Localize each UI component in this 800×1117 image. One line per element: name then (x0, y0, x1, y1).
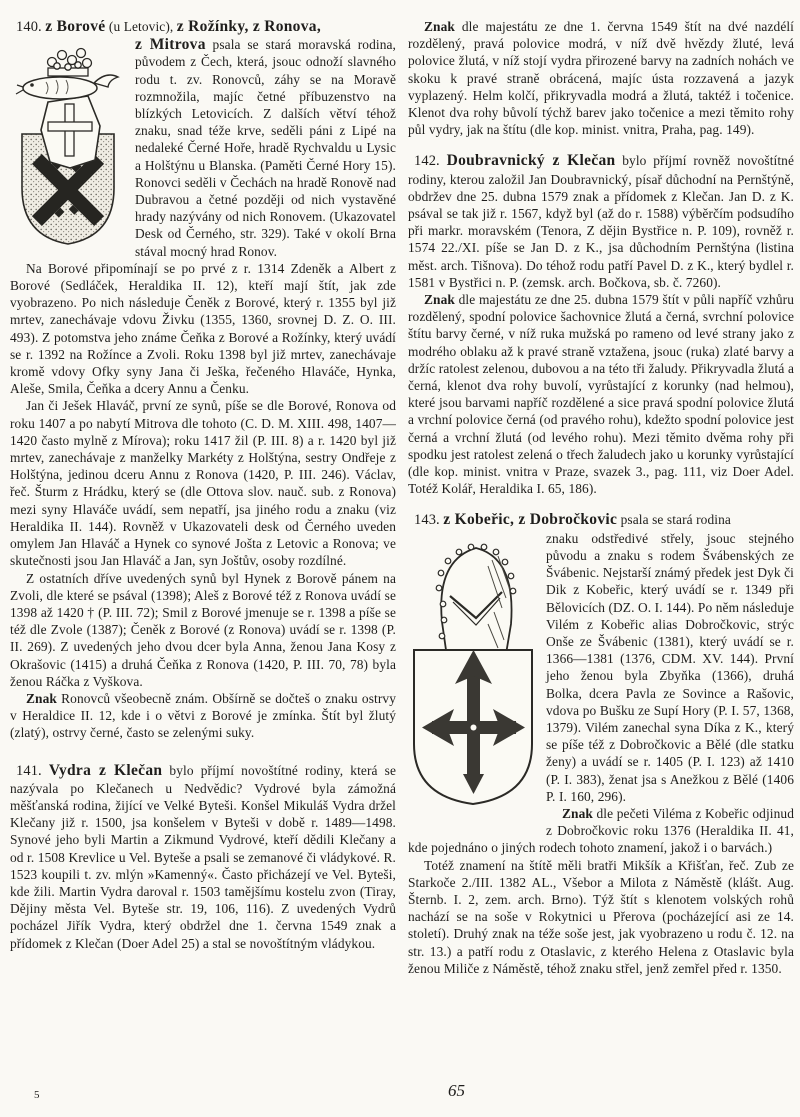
entry-143-heading: 143. z Kobeřic, z Dobročkovic psala se stará rodina (414, 511, 731, 529)
entry-number: 142. (414, 153, 440, 170)
page-footer (0, 1079, 800, 1101)
entry-140-body (10, 36, 396, 741)
paragraph: Z ostatních dříve uvedených synů byl Hynek z Borově pánem na Zvoli, dle které se psával (1398); Aleš z Borové též z Ronova uvádí se 1398 až 1420 † (P. III. 72); Smil z Borové jmenuje se r. 1398 a píše se též dle Zvole (1387); Čeněk z Borové (z Ronova) uvádí se r. 1398 (P. II. 269). Z uvedených jeho dvou dcer byla Anna, ženou Jana Kosy z Okrašovic (1415) a druhá Čeňka z Ronova (1420, P. III. 70, 78) byla ženou Ráčka z Vyškova. (10, 570, 396, 689)
right-column (408, 18, 794, 977)
blazon-paragraph: Znak Ronovců všeobecně znám. Obšírně se dočteš o znaku ostrvy v Heraldice II. 12, kde i o větvi z Borové je zmínka. Štít byl žlutý (zlatý), ostrvy černé, často se zelenými suky. (10, 690, 396, 741)
paragraph: Na Borové připomínají se po prvé z r. 1314 Zdeněk a Albert z Borové (Sedláček, Heraldika II. 12), kteří mají štít, jak zde vyobrazeno. Po nich následuje Čeněk z Borové, který r. 1355 byl již mrtev, zanechávaje vdovu Živku (1355, 1360, srovnej D. Z. O. III. 493). Z potomstva jeho známe Čeňka z Borové a Rožínky, který uvádí se r. 1392 na Rožínce a Zvoli. Roku 1398 byl již mrtev, zanechávaje kromě vdovy Ofky syny Jana či Ješka, řečeného Hlaváče, Hynka, Aleše, Smila, Čeňka a dcery Annu a Čenku. (10, 260, 396, 397)
blazon-paragraph: Znak dle pečeti Viléma z Kobeřic odjinud z Dobročkovic roku 1376 (Heraldika II. 41, kde pojednáno o jiných rodech tohoto znamení, jakož i o barvách.) (408, 805, 795, 856)
paragraph: Jan či Ješek Hlaváč, první ze synů, píše se dle Borové, Ronova od roku 1407 a po nabytí Mitrova dle tohoto (C. D. M. XIII. 498, 1407—1420 často mylně z Mírova); roku 1417 žil (P. III. 8) a r. 1420 byl již mrtev, zanechávaje z manželky Markéty z Holštýna, sestry Ondřeje z Holštýna, jedinou dceru Annu z Ronova (1420, P. III. 246). Václav, řeč. Šturm z Hrádku, který se (dle Ottova slov. nauč. sub. z Ronova) mezi syny Hlaváče uvádí, sem nepatří, jsa jiného rodu a znaku (viz Heraldika II. 144). Rovněž v Ukazovateli desk od Černého uveden omylem Jan Hlaváč a Hynek co synové Jošta z Letovic a Ronova; ve skutečnosti jsou Jan Hlaváč a Jan, syn Joštův, osoby rozdílné. (10, 398, 396, 569)
entry-title: z Rožínky, z Ronova, (176, 18, 322, 35)
entry-title-annotation: (u Letovic), (108, 19, 174, 34)
entry-143-body (408, 530, 794, 977)
ronov-coat-of-arms-illustration (10, 38, 125, 253)
entry-141-heading: 141. Vydra z Klečan bylo příjmí novoštítné rodiny, která se nazývala po Klečanech u Nedvědic? Vydrové byla zámožná měšťanská rodina, žijící ve Velké Byteši. Konšel Mikuláš Vydra držel Klečany již r. 1500, jsa konšelem v Byteši v době r. 1489—1498. Synové jeho byli Martin a Zikmund Vydrové, kteří dědili Klečany a od r. 1508 Krevlice u Vel. Byteše a psali se zemanové či vládykové. R. 1523 koupili t. zv. mlýn »Kamenný«. Často přicházejí ve Vel. Byteši, kde žili. Martin Vydra daroval r. 1503 tamějšímu kostelu zvon (Tiray, Dějiny města Vel. Byteše str. 19, 106, 116). Z uvedených Vydrů pocházel Jiřík Vydra, který obdržel dne 1. června 1549 znak a přídomek z Klečan (Doer Adel 25) a stal se novoštítným vládykou. (10, 761, 397, 951)
entry-title: z Kobeřic, z Dobročkovic (443, 511, 618, 529)
koberic-coat-of-arms-illustration (408, 532, 538, 827)
entry-142 (408, 152, 794, 497)
entry-140 (10, 18, 396, 742)
entry-title: z Borové (45, 18, 106, 35)
entry-143 (408, 511, 794, 976)
blazon-paragraph: Znak dle majestátu ze dne 1. června 1549 štít na dvé nazdélí rozdělený, pravá polovice modrá, v níž dvě hvězdy žluté, levá polovice žlutá, v níž stojí vydra přirozené barvy na zadních nohách ve skoku k pravé straně obrácená, majíc ústa rozzavená a jazyk vyplazený. Helm kolčí, přikryvadla modrá a žlutá, taktéž i točenice. Klenot dva rohy bůvolí týchž barev jako točenice a mezi těmito rohy půl vydry, jak na štítu (dle kop. minist. vnitra, Praha, pag. 149). (408, 19, 794, 138)
entry-title: z Mitrova (135, 36, 206, 54)
signature-mark: 5 (34, 1089, 40, 1101)
left-column (10, 18, 396, 977)
entry-141-continuation (408, 18, 794, 138)
entry-number: 143. (414, 512, 440, 529)
entry-140-heading (10, 18, 396, 36)
paragraph: z Mitrova psala se stará moravská rodina, původem z Čech, která, jsouc odnoží slavného rodu t. zv. Ronovců, záhy se na Moravě rozmnožila, majíc četné příbuzenstvo na blízkých Letovicích. Z dalších větví téhož znaku, snad téže krve, seděli páni z Lipé na nedaleké Černé Hoře, hradě Rychvaldu u Lysic a Holštýnu u Blanska. (Paměti Černé Hory 15). Ronovci seděli v Čechách na hradě Ronově nad Dubravou a četné později od nich vystavěné hrady nazývány od nich Ronovem. (Ukazovatel Desk od Černého, str. 329). Také v okolí Brna stával mocný hrad Ronov. (135, 36, 396, 259)
page-number: 65 (448, 1081, 465, 1100)
paragraph: novoštítné rodiny, kterou založil Jan Doubravnický, písař důchodní na Pernštýně, obdržev dne 25. dubna 1579 znak a přídomek z Klečan. Jan D. z K. psával se tak již r. 1567, když byl (až do r. 1588) výběrčím podsudího při markr. moravském (Tenora, Z dějin Bystřice n. P. 109), rovněž r. 1574 22./XI. píše se Jan D. z K., jsa důchodním Pernštýna (listina měst. arch. Tišnova). Do téhož rodu patří Pavel D. z K., který bydlel r. 1581 v Bystřici n. P. (zemsk. arch. Bočkova, sb. č. 7260). (408, 153, 794, 290)
entry-number: 141. (16, 762, 42, 779)
paragraph: Totéž znamení na štítě měli bratři Mikšík a Křišťan, řeč. Zub ze Starkoče 2./III. 1382 AL., Všebor a Milota z Náměstě (klášt. Aug. Šternb. I. 2, zem. arch. Brno). Týž štít s klenotem volských rohů nachází se na soše v Rokytnici u Přerova (pocházející asi ze 14. století). Druhý znak na téže soše jest, jak vyobrazeno u rodu č. 12. na str. 13.) a patří rodu z Otaslavic, z kterého Helena z Otaslavic byla ženou Miliče z Náměstě, téhož znaku střel, jenž zemřel před r. 1350. (408, 857, 794, 976)
entry-141 (10, 762, 396, 952)
entry-number: 140. (16, 19, 42, 35)
entry-title: Vydra z Klečan (48, 761, 163, 779)
blazon-paragraph: Znak dle majestátu ze dne 25. dubna 1579 štít v půli napříč vzhůru rozdělený, spodní polovice šachovnice žlutá a černá, svrchní polovice štítu barvy černé, v níž ruka mužská po rameno od levé strany jako z modrého oblaku až k pravé straně vztažena, jsouc (ruka) zlaté barvy a držíc ratolest zelenou, dubovou a na této tři žaludy. Přikryvadla žlutá a černá, klenot dva rohy buvolí, vyrůstající z korunky (nad helmou), které jsou barvami napříč rozdělené a sice pravá spodní polovice žlutá a vrchní polovice černá (od pravého rohu), kdežto spodní polovice jest černá a vrchní žlutá (od levého rohu). Mezi těmito dvěma rohy při spodku jest ratolest zelená o třech žaludech jako u korunky vyrůstající (dle kop. minist. vnitra v Praze, svazek 3., pag. 111, viz Doer Adel. Totéž Kolář, Heraldika I. 65, 186). (408, 292, 794, 497)
entry-142-heading: 142. Doubravnický z Klečan bylo příjmí rovněž novoštítné rodiny, kterou založil Jan Doubravnický, písař důchodní na Pernštýně, obdržev dne 25. dubna 1579 znak a přídomek z Klečan. Jan D. z K. psával se tak již r. 1567, když byl (až do r. 1588) výběrčím podsudího při markr. moravském (Tenora, Z dějin Bystřice n. P. 109), rovněž r. 1574 22./XI. píše se Jan D. z K., jsa důchodním Pernštýna (listina měst. arch. Tišnova). Do téhož rodu patří Pavel D. z K., který bydlel r. 1581 v Bystřici n. P. (zemsk. arch. Bočkova, sb. č. 7260). (408, 152, 794, 290)
paragraph: která se nazývala po Klečanech u Nedvědic? Vydrové byla zámožná měšťanská rodina, žijící ve Velké Byteši. Konšel Mikuláš Vydra držel Klečany již r. 1500, jsa konšelem v Byteši v době r. 1489—1498. Synové jeho byli Martin a Zikmund Vydrové, kteří dědili Klečany a od r. 1508 Krevlice u Vel. Byteše a psali se zemanové či vládykové. R. 1523 koupili t. zv. mlýn »Kamenný«. Často přicházejí ve Vel. Byteši, kde žili. Martin Vydra daroval r. 1503 tamějšímu kostelu zvon (Tiray, Dějiny města Vel. Byteše str. 19, 106, 116). Z uvedených Vydrů pocházel Jiřík Vydra, který obdržel dne 1. června 1549 znak a přídomek z Klečan (Doer Adel 25) a stal se novoštítným vládykou. (10, 762, 397, 951)
entry-title: Doubravnický z Klečan (446, 152, 616, 170)
paragraph: znaku odstředivé střely, jsouc stejného původu a znaku s rodem Švábenských ze Švábenic. Nejstarší známý předek jest Dyk či Dik z Kobeřic, který uvádí se r. 1349 při Bělovicích (DZ. O. I. 144). Po něm následuje Vilém z Kobeřic alias Dobročkovic, strýc Onše ze Švábenic (1381), který uvádí se r. 1366—1381 (1376, CDM. XV. 144). První jeho ženou byla Zbyňka (1366), druhá Bolka, dcera Pavla ze Sovince a Rašovic, vdova po Bušku ze Supí Hory (P. I. 57, 1368, 1379). Vilém zanechal syna Díka z K., který se píše též z Dobročkovic a Bělé (dle statku ženy) a uvádí se r. 1405 (P. I. 123) až 1410 (P. I. 383), ženat jsa s Anežkou z Bělé (1406 P. I. 160, 296). (546, 530, 794, 804)
